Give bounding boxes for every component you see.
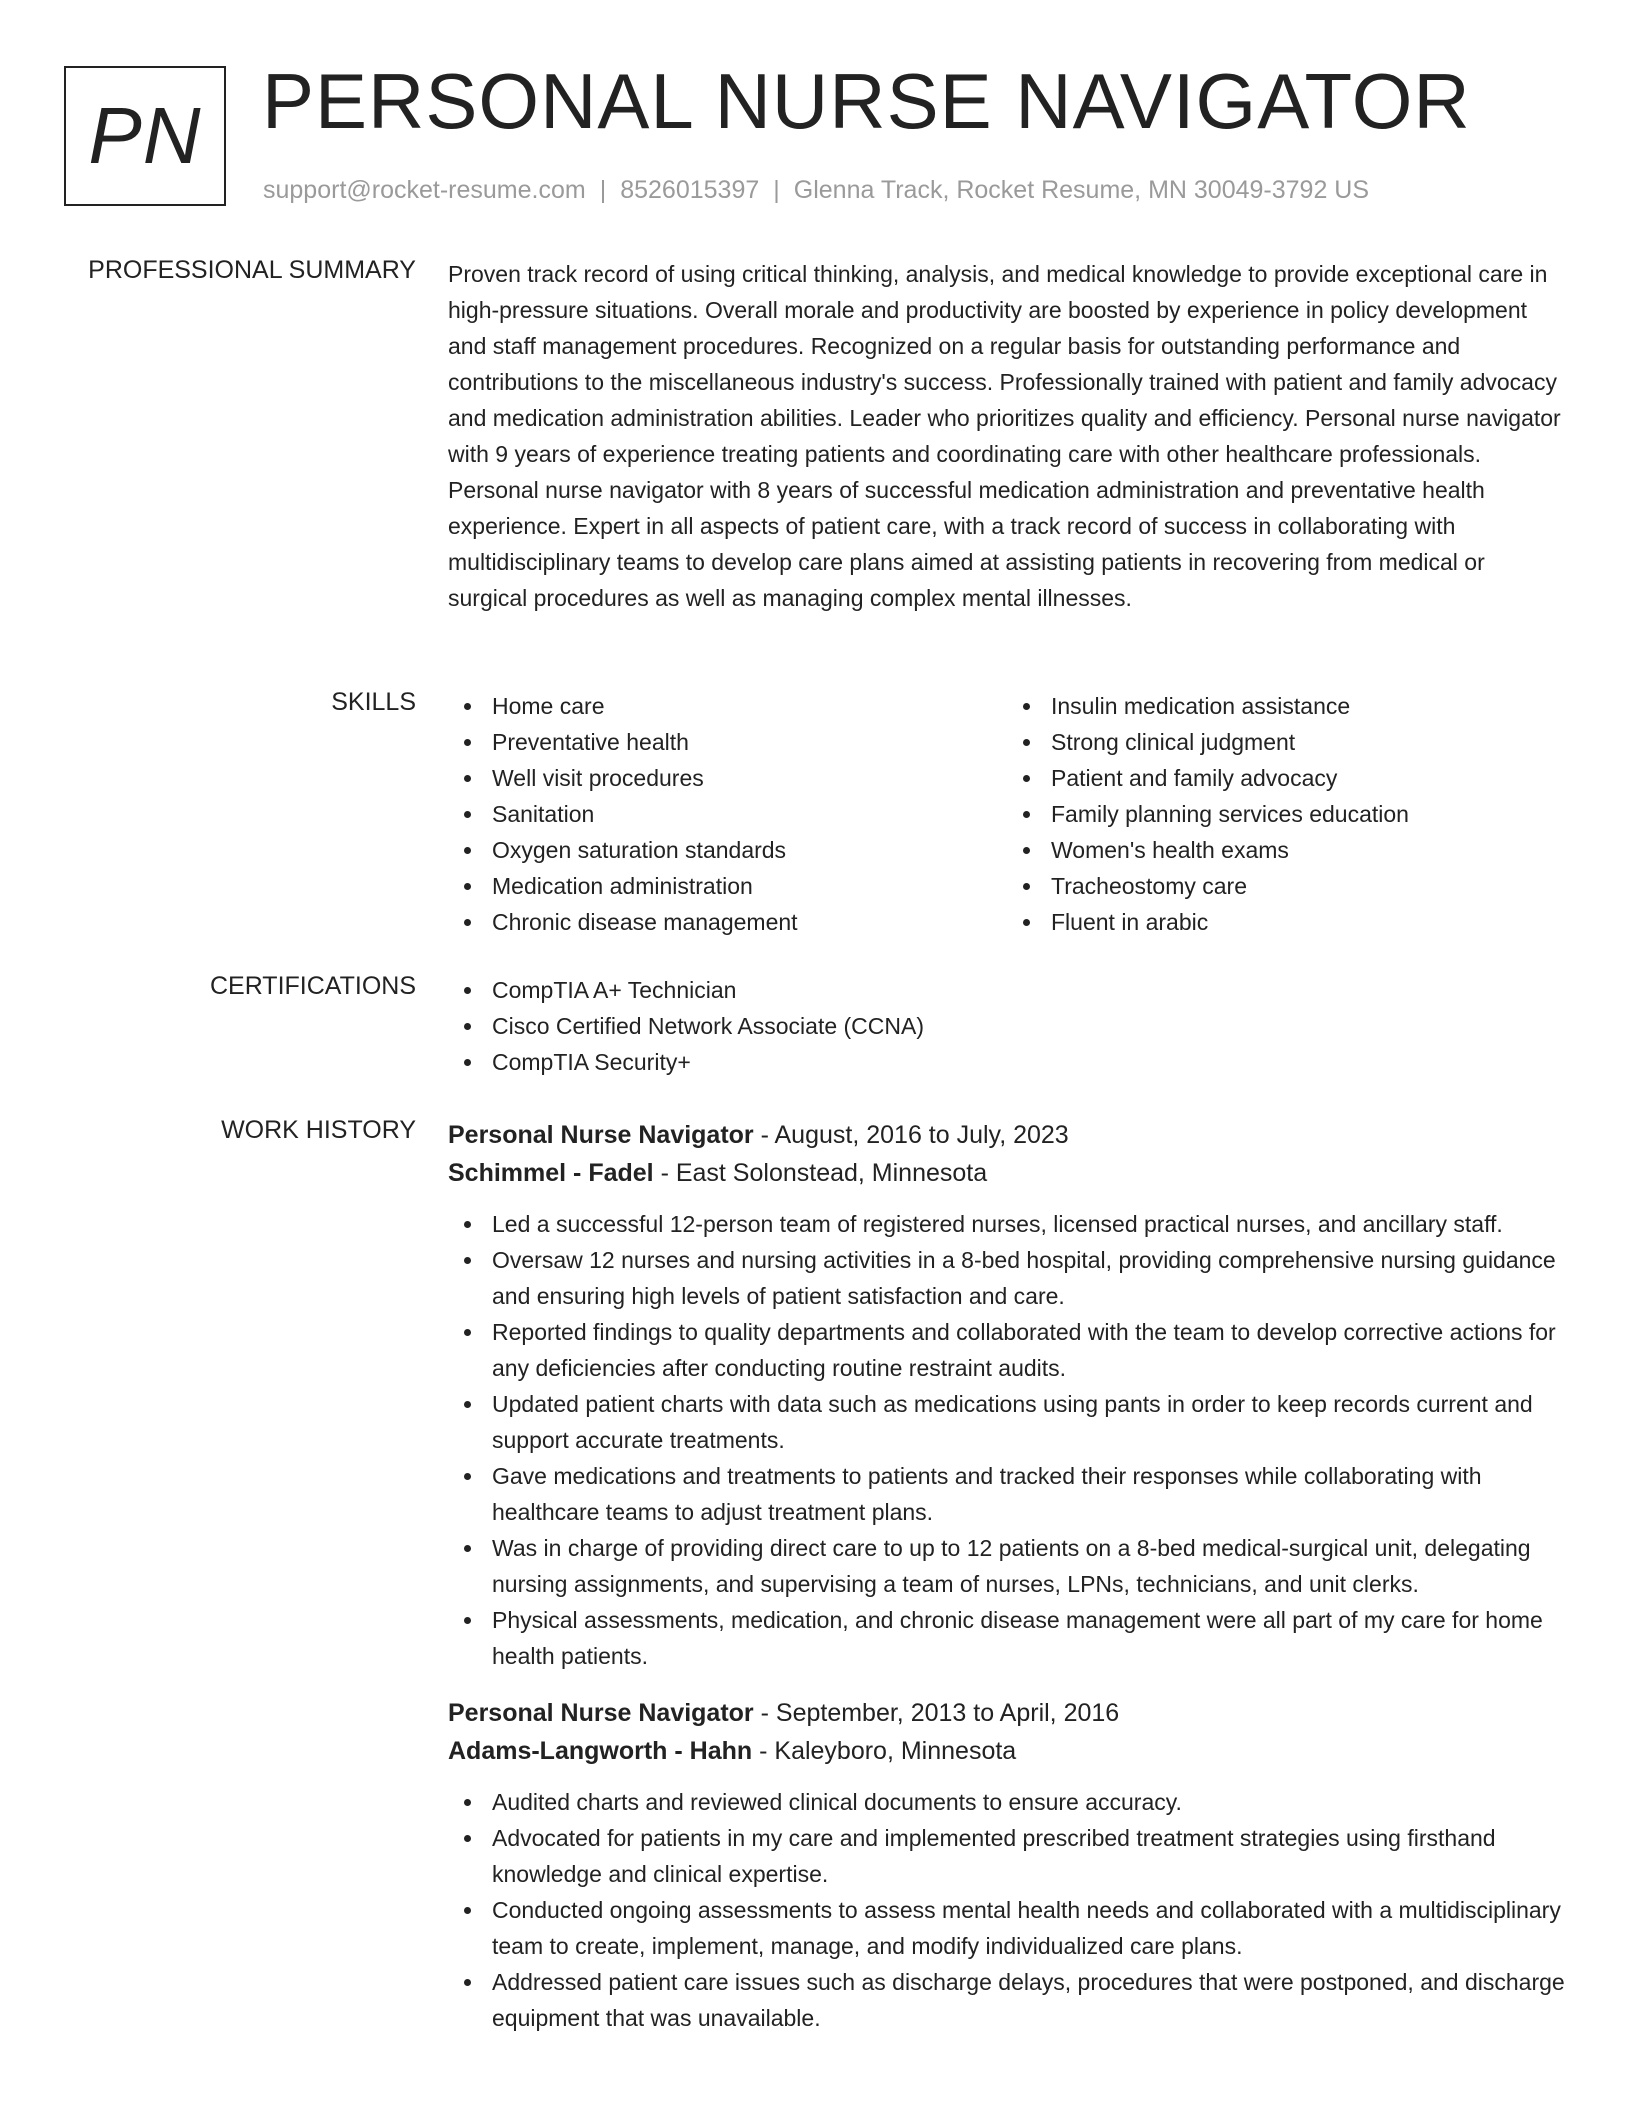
job-location: - East Solonstead, Minnesota (653, 1159, 988, 1187)
work-history-body (448, 1116, 1566, 2056)
certifications-heading: CERTIFICATIONS (209, 972, 416, 1000)
job-bullet: Gave medications and treatments to patients and tracked their responses while collaborating with healthcare teams to adjust treatment plans. (492, 1458, 1566, 1530)
job-entry (448, 1694, 1566, 2036)
skill-item: Well visit procedures (492, 760, 1007, 796)
page-title: PERSONAL NURSE NAVIGATOR (262, 57, 1471, 145)
job-company: Adams-Langworth - Hahn (448, 1737, 753, 1765)
contact-email: support@rocket-resume.com (263, 176, 586, 204)
skill-item: Preventative health (492, 724, 1007, 760)
skill-item: Medication administration (492, 868, 1007, 904)
certifications-list (448, 972, 1566, 1080)
job-bullet: Conducted ongoing assessments to assess mental health needs and collaborated with a multidisciplinary team to create, implement, manage, and modify individualized care plans. (492, 1892, 1566, 1964)
contact-separator: | (599, 176, 607, 204)
job-company-line (448, 1732, 1566, 1770)
contact-line (263, 176, 1369, 205)
job-bullet: Updated patient charts with data such as medications using pants in order to keep records current and support accurate treatments. (492, 1386, 1566, 1458)
skills-columns (448, 688, 1566, 940)
certification-item: CompTIA A+ Technician (492, 972, 1566, 1008)
skill-item: Insulin medication assistance (1051, 688, 1566, 724)
job-dates: - September, 2013 to April, 2016 (753, 1699, 1120, 1727)
skill-item: Patient and family advocacy (1051, 760, 1566, 796)
job-title-line (448, 1694, 1566, 1732)
skill-item: Sanitation (492, 796, 1007, 832)
job-bullet: Reported findings to quality departments and collaborated with the team to develop corrective actions for any deficiencies after conducting routine restraint audits. (492, 1314, 1566, 1386)
job-title: Personal Nurse Navigator (448, 1699, 754, 1727)
job-bullet: Led a successful 12-person team of registered nurses, licensed practical nurses, and ancillary staff. (492, 1206, 1566, 1242)
summary-body (448, 256, 1566, 616)
skill-item: Oxygen saturation standards (492, 832, 1007, 868)
contact-phone: 8526015397 (620, 176, 760, 204)
skill-item: Home care (492, 688, 1007, 724)
job-bullet-list (448, 1206, 1566, 1674)
skills-list-left (448, 688, 1007, 940)
monogram-logo: PN (64, 66, 226, 206)
work-history-heading: WORK HISTORY (221, 1116, 416, 1144)
job-title: Personal Nurse Navigator (448, 1121, 754, 1149)
skills-body (448, 688, 1566, 940)
job-bullet: Oversaw 12 nurses and nursing activities in a 8-bed hospital, providing comprehensive nursing guidance and ensuring high levels of patient satisfaction and care. (492, 1242, 1566, 1314)
job-bullet-list (448, 1784, 1566, 2036)
summary-text: Proven track record of using critical thinking, analysis, and medical knowledge to provide exceptional care in high-pressure situations. Overall morale and productivity are boosted by experience in policy development and staff management procedures. Recognized on a regular basis for outstanding performance and contributions to the miscellaneous industry's success. Professionally trained with patient and family advocacy and medication administration abilities. Leader who prioritizes quality and efficiency. Personal nurse navigator with 9 years of experience treating patients and coordinating care with other healthcare professionals. Personal nurse navigator with 8 years of successful medication administration and preventative health experience. Expert in all aspects of patient care, with a track record of success in collaborating with multidisciplinary teams to develop care plans aimed at assisting patients in recovering from medical or surgical procedures as well as managing complex mental illnesses. (448, 261, 1561, 611)
certification-item: CompTIA Security+ (492, 1044, 1566, 1080)
job-company-line (448, 1154, 1566, 1192)
job-bullet: Advocated for patients in my care and implemented prescribed treatment strategies using firsthand knowledge and clinical expertise. (492, 1820, 1566, 1892)
summary-heading: PROFESSIONAL SUMMARY (88, 256, 416, 284)
job-bullet: Physical assessments, medication, and chronic disease management were all part of my care for home health patients. (492, 1602, 1566, 1674)
job-location: - Kaleyboro, Minnesota (752, 1737, 1017, 1765)
certification-item: Cisco Certified Network Associate (CCNA) (492, 1008, 1566, 1044)
skill-item: Strong clinical judgment (1051, 724, 1566, 760)
job-company: Schimmel - Fadel (448, 1159, 654, 1187)
job-bullet: Was in charge of providing direct care to up to 12 patients on a 8-bed medical-surgical unit, delegating nursing assignments, and supervising a team of nurses, LPNs, technicians, and unit clerks. (492, 1530, 1566, 1602)
skill-item: Family planning services education (1051, 796, 1566, 832)
certifications-body (448, 972, 1566, 1080)
skill-item: Women's health exams (1051, 832, 1566, 868)
job-dates: - August, 2016 to July, 2023 (753, 1121, 1069, 1149)
skills-list-right (1007, 688, 1566, 940)
job-title-line (448, 1116, 1566, 1154)
skill-item: Tracheostomy care (1051, 868, 1566, 904)
skills-heading: SKILLS (331, 688, 416, 716)
job-bullet: Addressed patient care issues such as discharge delays, procedures that were postponed, and discharge equipment that was unavailable. (492, 1964, 1566, 2036)
job-bullet: Audited charts and reviewed clinical documents to ensure accuracy. (492, 1784, 1566, 1820)
job-entry (448, 1116, 1566, 1674)
skill-item: Fluent in arabic (1051, 904, 1566, 940)
contact-address: Glenna Track, Rocket Resume, MN 30049-3792 US (793, 176, 1370, 204)
skill-item: Chronic disease management (492, 904, 1007, 940)
contact-separator: | (773, 176, 780, 204)
